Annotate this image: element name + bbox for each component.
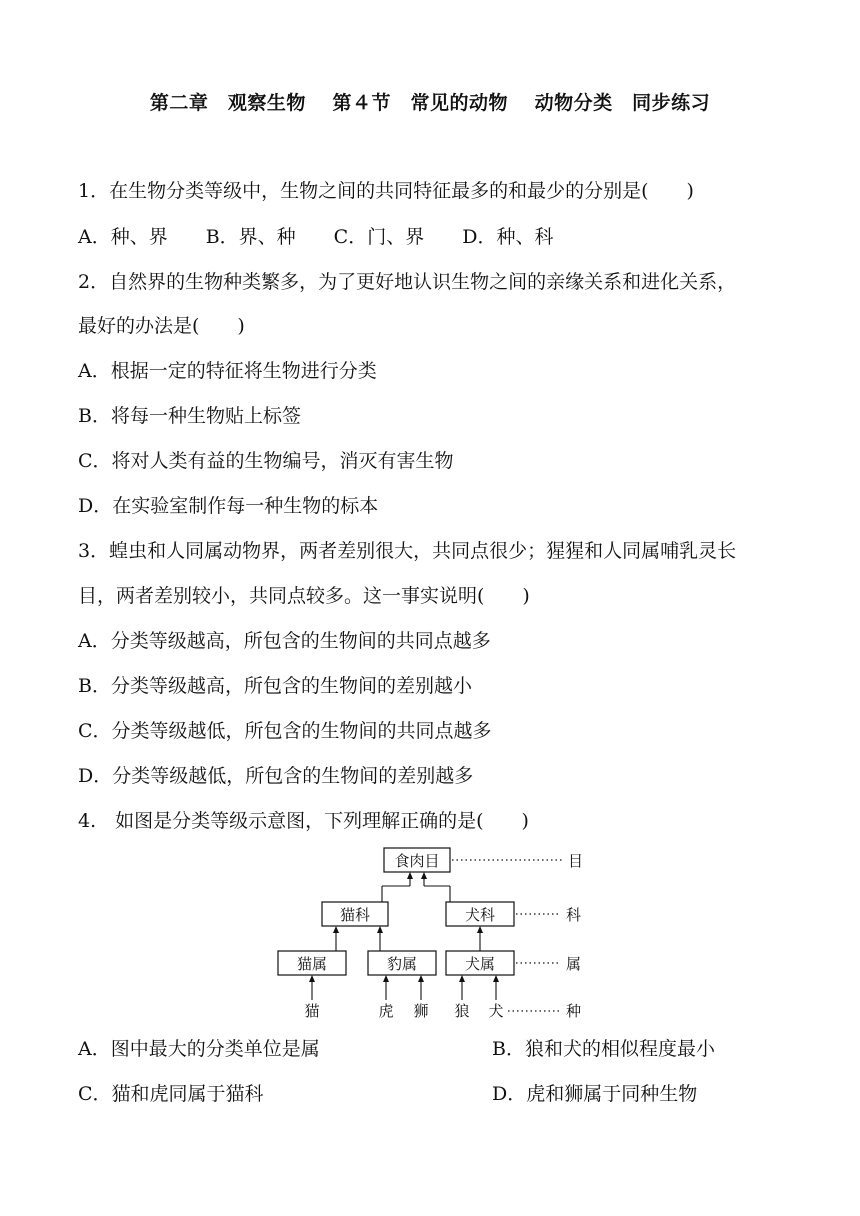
arrows-species-to-genus: [309, 975, 499, 1000]
q1-options: A．种、界 B．界、种 C．门、界 D．种、科: [78, 226, 554, 248]
classification-diagram: [270, 840, 600, 1025]
q3-option-c: C．分类等级越低，所包含的生物间的共同点越多: [78, 720, 492, 742]
q3-option-d: D．分类等级越低，所包含的生物间的差别越多: [78, 765, 474, 787]
q3-stem-line2: 目，两者差别较小，共同点较多。这一事实说明( ): [78, 585, 530, 607]
q2-option-c: C．将对人类有益的生物编号，消灭有害生物: [78, 450, 454, 472]
rank-leader-lines: [452, 860, 562, 1011]
q3-option-b: B．分类等级越高，所包含的生物间的差别越小: [78, 675, 472, 697]
rank-genus: 属: [566, 955, 582, 973]
family-dog-label: 犬科: [464, 906, 496, 924]
genus-dog-label: 犬属: [464, 955, 496, 973]
species-tiger: 虎: [378, 1002, 394, 1020]
order-label: 食肉目: [394, 852, 440, 870]
species-dog: 犬: [488, 1002, 504, 1020]
q2-option-d: D．在实验室制作每一种生物的标本: [78, 495, 379, 517]
species-wolf: 狼: [454, 1002, 470, 1020]
rank-order: 目: [568, 852, 584, 870]
q4-option-a: A．图中最大的分类单位是属: [78, 1038, 320, 1060]
q4-stem: 4. 如图是分类等级示意图，下列理解正确的是( ): [78, 810, 529, 832]
arrows-genus-to-family: [333, 926, 483, 951]
page-title: 第二章 观察生物 第４节 常见的动物 动物分类 同步练习: [149, 92, 711, 114]
genus-leopard-label: 豹属: [386, 955, 418, 973]
q2-option-b: B．将每一种生物贴上标签: [78, 405, 301, 427]
rank-species: 种: [566, 1002, 582, 1020]
q4-option-c: C．猫和虎同属于猫科: [78, 1083, 264, 1105]
family-cat-label: 猫科: [339, 906, 371, 924]
q2-stem-line1: 2．自然界的生物种类繁多，为了更好地认识生物之间的亲缘关系和进化关系，: [78, 271, 737, 293]
species-cat: 猫: [304, 1002, 320, 1020]
q4-option-d: D．虎和狮属于同种生物: [492, 1083, 698, 1105]
q3-option-a: A．分类等级越高，所包含的生物间的共同点越多: [78, 630, 491, 652]
q1-stem: 1．在生物分类等级中，生物之间的共同特征最多的和最少的分别是( ): [78, 180, 694, 202]
arrows-family-to-order: [382, 872, 450, 902]
q3-stem-line1: 3．蝗虫和人同属动物界，两者差别很大，共同点很少；猩猩和人同属哺乳灵长: [78, 540, 737, 562]
q4-option-b: B．狼和犬的相似程度最小: [492, 1038, 715, 1060]
q2-stem-line2: 最好的办法是( ): [78, 315, 245, 337]
species-lion: 狮: [413, 1002, 429, 1020]
q2-option-a: A．根据一定的特征将生物进行分类: [78, 360, 377, 382]
genus-cat-label: 猫属: [296, 955, 328, 973]
rank-family: 科: [566, 906, 582, 924]
